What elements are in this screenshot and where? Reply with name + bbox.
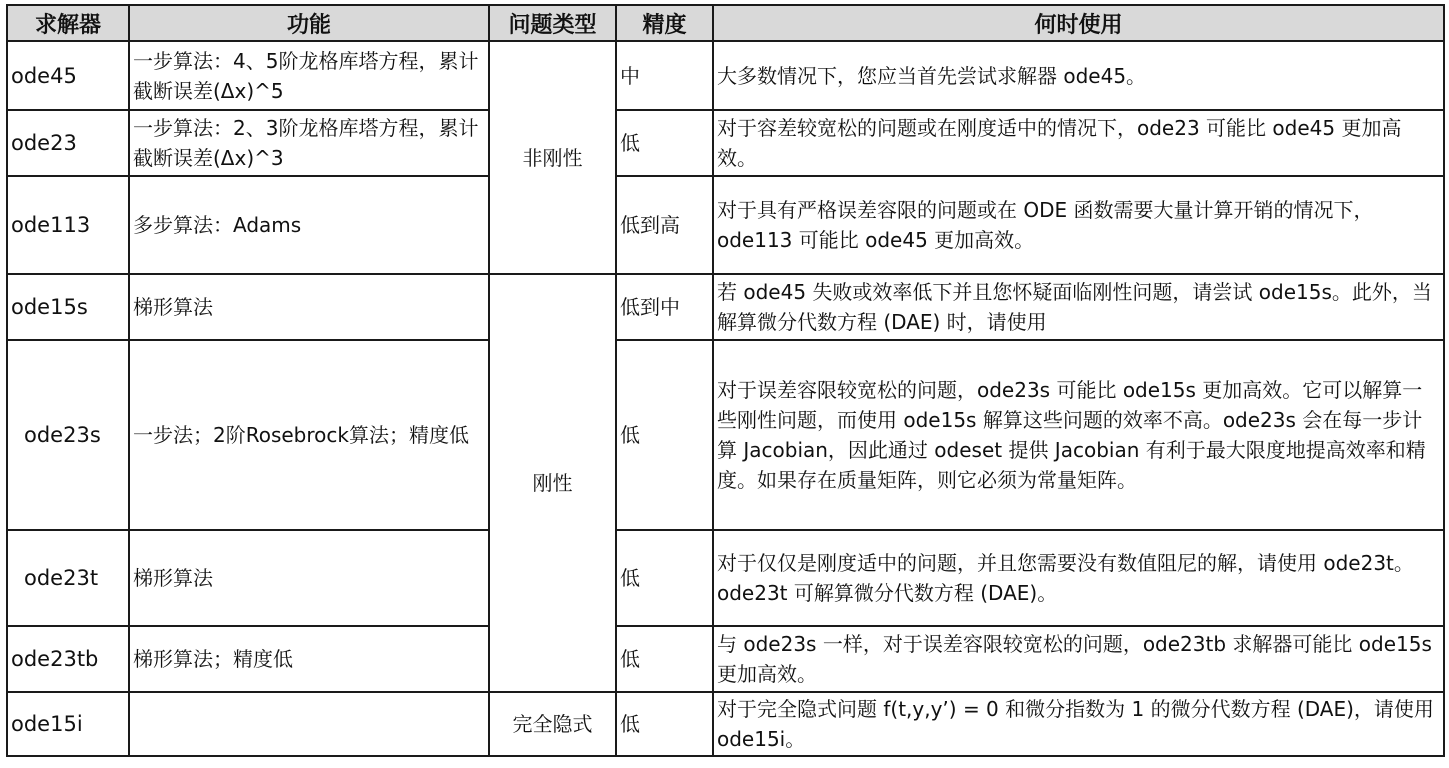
usage-cell: 对于仅仅是刚度适中的问题，并且您需要没有数值阻尼的解，请使用 ode23t。 ode23t 可解算微分代数方程 (DAE)。: [713, 530, 1444, 626]
header-precision: 精度: [616, 5, 713, 41]
usage-cell: 对于完全隐式问题 f(t,y,y’) = 0 和微分指数为 1 的微分代数方程 (DAE)，请使用 ode15i。: [713, 692, 1444, 756]
table-row: [7, 176, 1444, 274]
solver-cell: ode113: [7, 176, 129, 274]
usage-cell: 对于误差容限较宽松的问题，ode23s 可能比 ode15s 更加高效。它可以解算一些刚性问题，而使用 ode15s 解算这些问题的效率不高。ode23s 会在每一步计算 Jacobian，因此通过 odeset 提供 Jacobian 有利于最大限度地提高效率和精度。如果存在质量矩阵，则它必须为常量矩阵。: [713, 340, 1444, 530]
precision-cell: 中: [616, 41, 713, 110]
function-cell: 梯形算法: [129, 530, 489, 626]
header-solver: 求解器: [7, 5, 129, 41]
ode-solver-table: [6, 4, 1445, 757]
table-row: [7, 692, 1444, 756]
function-cell: [129, 692, 489, 756]
header-problem-type: 问题类型: [489, 5, 616, 41]
table-row: [7, 626, 1444, 692]
function-cell: 一步算法：2、3阶龙格库塔方程，累计截断误差(Δx)^3: [129, 110, 489, 176]
solver-cell: ode15s: [7, 274, 129, 340]
header-when-to-use: 何时使用: [713, 5, 1444, 41]
precision-cell: 低: [616, 692, 713, 756]
table-row: [7, 530, 1444, 626]
function-cell: 梯形算法；精度低: [129, 626, 489, 692]
header-function: 功能: [129, 5, 489, 41]
usage-cell: 大多数情况下，您应当首先尝试求解器 ode45。: [713, 41, 1444, 110]
precision-cell: 低: [616, 530, 713, 626]
usage-cell: 与 ode23s 一样，对于误差容限较宽松的问题，ode23tb 求解器可能比 ode15s 更加高效。: [713, 626, 1444, 692]
solver-cell: ode23t: [7, 530, 129, 626]
problem-type-cell: 刚性: [489, 274, 616, 692]
function-cell: 一步算法：4、5阶龙格库塔方程，累计截断误差(Δx)^5: [129, 41, 489, 110]
function-cell: 梯形算法: [129, 274, 489, 340]
precision-cell: 低到高: [616, 176, 713, 274]
function-cell: 一步法；2阶Rosebrock算法；精度低: [129, 340, 489, 530]
table-row: [7, 274, 1444, 340]
solver-cell: ode23: [7, 110, 129, 176]
precision-cell: 低: [616, 340, 713, 530]
usage-cell: 若 ode45 失败或效率低下并且您怀疑面临刚性问题，请尝试 ode15s。此外，当解算微分代数方程 (DAE) 时，请使用: [713, 274, 1444, 340]
solver-cell: ode23s: [7, 340, 129, 530]
solver-cell: ode15i: [7, 692, 129, 756]
table-row: [7, 340, 1444, 530]
precision-cell: 低: [616, 626, 713, 692]
precision-cell: 低到中: [616, 274, 713, 340]
header-row: [7, 5, 1444, 41]
table-row: [7, 41, 1444, 110]
usage-cell: 对于容差较宽松的问题或在刚度适中的情况下，ode23 可能比 ode45 更加高效。: [713, 110, 1444, 176]
problem-type-cell: 完全隐式: [489, 692, 616, 756]
solver-cell: ode45: [7, 41, 129, 110]
solver-table-container: [6, 4, 1445, 757]
precision-cell: 低: [616, 110, 713, 176]
problem-type-cell: 非刚性: [489, 41, 616, 274]
usage-cell: 对于具有严格误差容限的问题或在 ODE 函数需要大量计算开销的情况下，ode113 可能比 ode45 更加高效。: [713, 176, 1444, 274]
function-cell: 多步算法：Adams: [129, 176, 489, 274]
solver-cell: ode23tb: [7, 626, 129, 692]
table-row: [7, 110, 1444, 176]
